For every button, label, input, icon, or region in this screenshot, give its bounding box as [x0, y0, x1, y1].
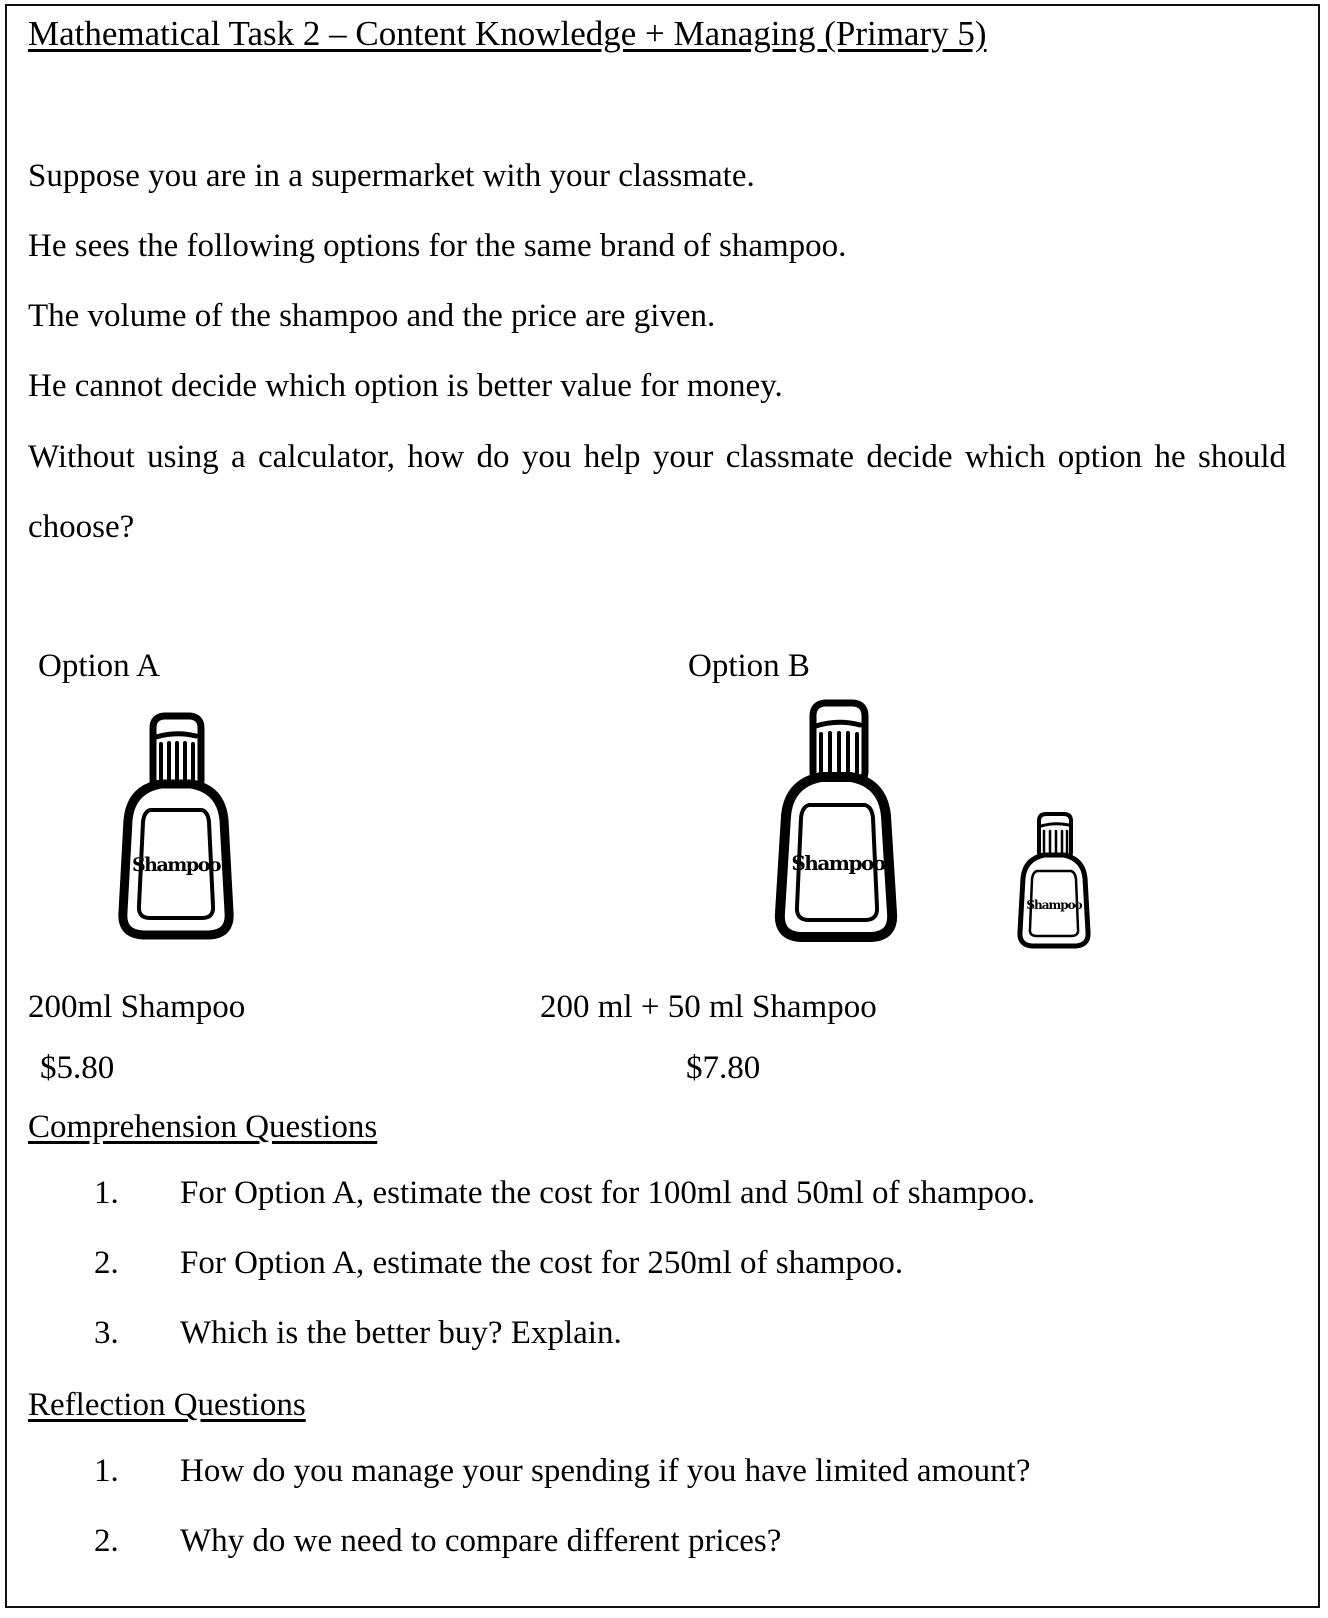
list-item: [28, 1436, 1286, 1506]
list-item: [28, 1298, 1286, 1368]
price-row: [28, 1038, 1286, 1098]
reflection-questions-heading: Reflection Questions: [28, 1387, 306, 1424]
list-item-text: Which is the better buy? Explain.: [180, 1314, 622, 1351]
list-item: [28, 1158, 1286, 1228]
intro-line-2: He sees the following options for the same brand of shampoo.: [28, 228, 847, 265]
option-a-label: Option A: [38, 647, 160, 684]
list-item-number: 2.: [94, 1244, 119, 1281]
comprehension-questions-list: [28, 1158, 1286, 1368]
list-item-text: For Option A, estimate the cost for 250ml of shampoo.: [180, 1244, 904, 1281]
option-label-row: [28, 638, 1286, 694]
page-title: Mathematical Task 2 – Content Knowledge + Managing (Primary 5): [28, 14, 987, 53]
intro-line-4: He cannot decide which option is better value for money.: [28, 368, 783, 405]
task-question-paragraph: Without using a calculator, how do you help your classmate decide which option he should choose?: [28, 438, 1286, 545]
list-item-number: 3.: [94, 1314, 119, 1351]
list-item: [28, 1228, 1286, 1298]
comprehension-questions-heading: Comprehension Questions: [28, 1109, 378, 1146]
list-item-number: 2.: [94, 1522, 119, 1559]
document-content: [28, 6, 1286, 1576]
option-b-small-shampoo-bottle-icon: [1003, 810, 1113, 955]
option-b-label: Option B: [688, 647, 810, 684]
list-item-text: How do you manage your spending if you have limited amount?: [180, 1452, 1031, 1489]
list-item-number: 1.: [94, 1452, 119, 1489]
intro-line-1: Suppose you are in a supermarket with your classmate.: [28, 158, 755, 195]
list-item: [28, 1506, 1286, 1576]
option-b-volume-caption: 200 ml + 50 ml Shampoo: [540, 988, 877, 1025]
list-item-text: For Option A, estimate the cost for 100ml and 50ml of shampoo.: [180, 1174, 1036, 1211]
option-b-bottle-label-text: Shampoo: [791, 850, 885, 875]
option-b-price: $7.80: [686, 1049, 761, 1086]
volume-caption-row: [28, 976, 1286, 1038]
option-a-volume-caption: 200ml Shampoo: [28, 988, 246, 1025]
list-item-number: 1.: [94, 1174, 119, 1211]
option-a-price: $5.80: [40, 1049, 115, 1086]
option-a-bottle-label-text: Shampoo: [131, 853, 221, 876]
title-spacer: [28, 56, 1286, 142]
option-a-shampoo-bottle-icon: [106, 708, 246, 958]
list-item-text: Why do we need to compare different prices?: [180, 1522, 782, 1559]
reflection-questions-list: [28, 1436, 1286, 1576]
option-b-small-bottle-label-text: Shampoo: [1026, 897, 1082, 912]
option-b-shampoo-bottle-icon: [763, 696, 913, 956]
intro-line-3: The volume of the shampoo and the price are given.: [28, 298, 716, 335]
bottle-illustration-row: [28, 694, 1286, 976]
